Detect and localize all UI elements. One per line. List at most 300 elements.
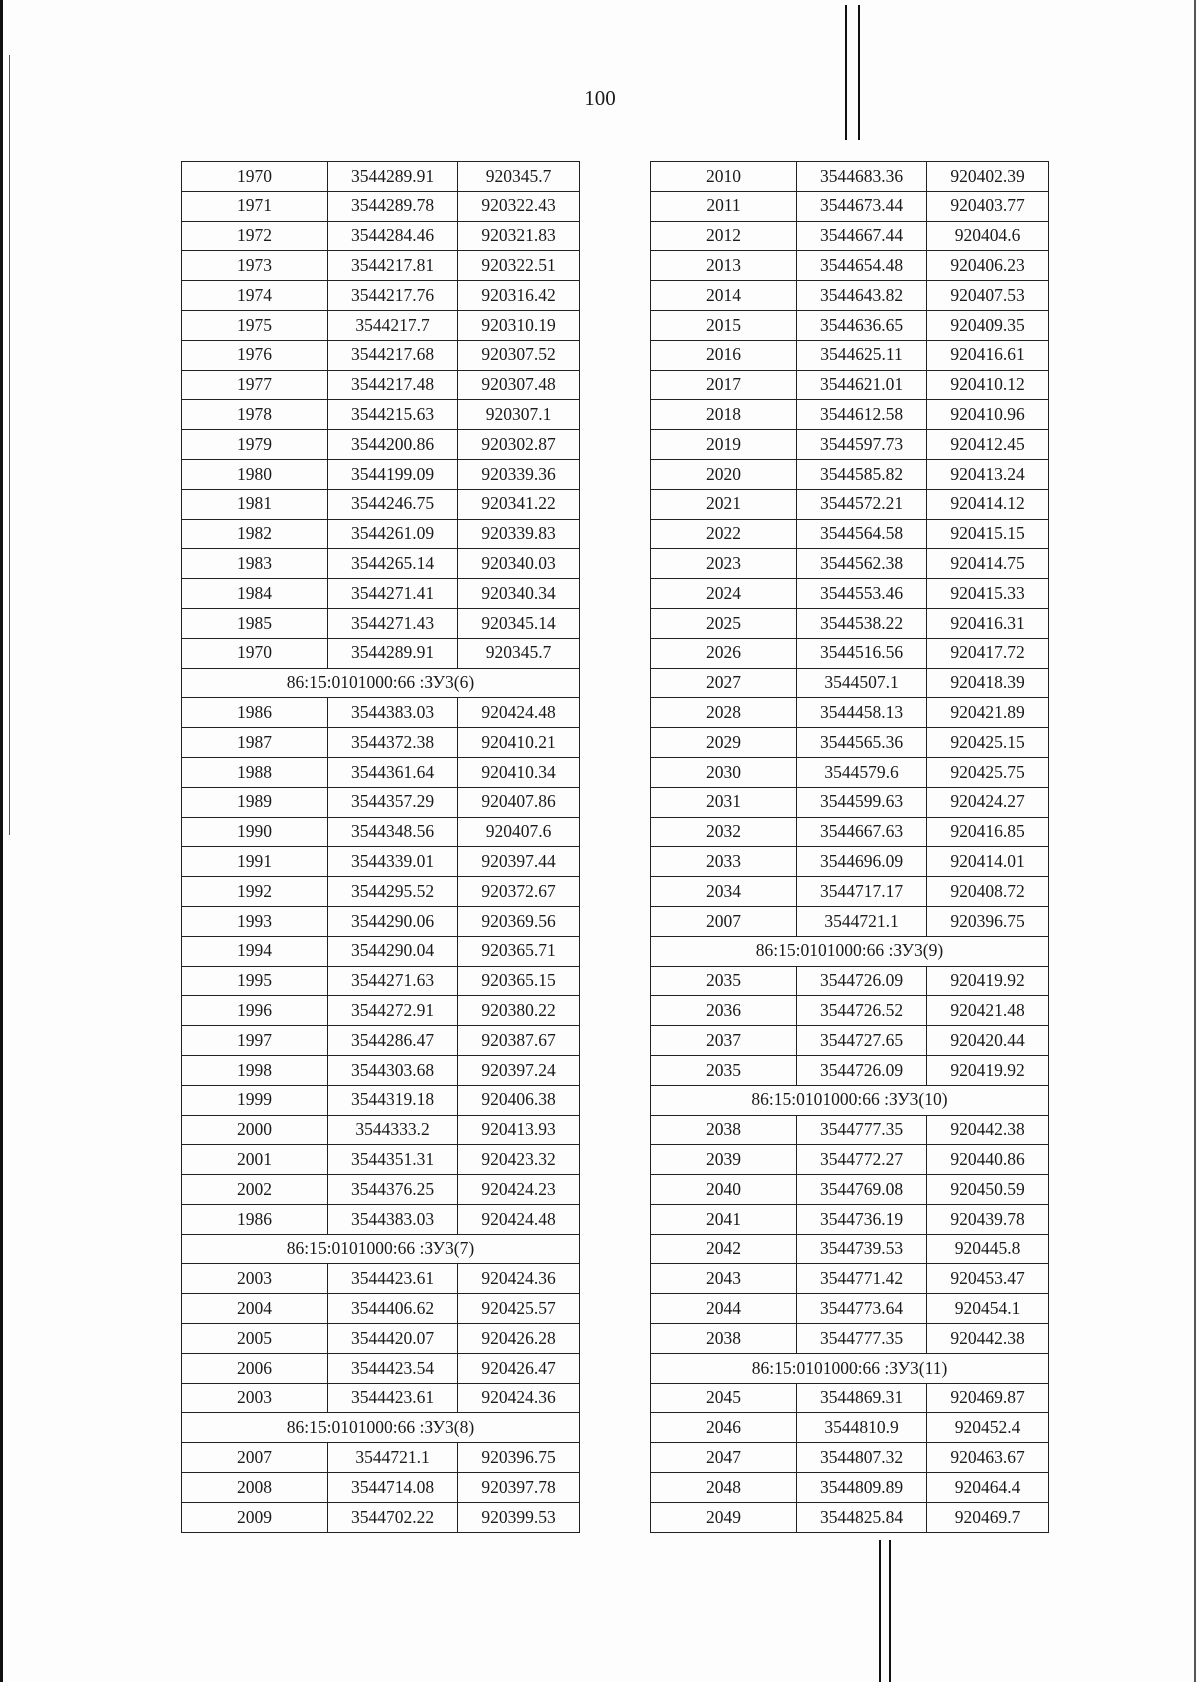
section-header-row [651,1353,1049,1383]
y-coordinate-cell: 920424.48 [458,1204,580,1234]
table-row [182,549,580,579]
x-coordinate-cell: 3544376.25 [328,1175,458,1205]
y-coordinate-cell: 920415.33 [927,579,1049,609]
point-number-cell: 1986 [182,698,328,728]
point-number-cell: 2013 [651,251,797,281]
table-row [182,162,580,192]
table-row [182,608,580,638]
x-coordinate-cell: 3544772.27 [797,1145,927,1175]
point-number-cell: 2022 [651,519,797,549]
table-row [651,1234,1049,1264]
table-row [182,221,580,251]
section-label: 86:15:0101000:66 :ЗУ3(11) [651,1353,1049,1383]
table-row [182,698,580,728]
y-coordinate-cell: 920407.53 [927,281,1049,311]
section-label: 86:15:0101000:66 :ЗУ3(6) [182,668,580,698]
x-coordinate-cell: 3544721.1 [328,1443,458,1473]
table-row [182,1175,580,1205]
point-number-cell: 2037 [651,1026,797,1056]
y-coordinate-cell: 920397.24 [458,1055,580,1085]
x-coordinate-cell: 3544333.2 [328,1115,458,1145]
table-row [651,1264,1049,1294]
table-row [651,668,1049,698]
point-number-cell: 2033 [651,847,797,877]
point-number-cell: 2014 [651,281,797,311]
point-number-cell: 1972 [182,221,328,251]
point-number-cell: 1970 [182,638,328,668]
point-number-cell: 1977 [182,370,328,400]
point-number-cell: 1985 [182,608,328,638]
y-coordinate-cell: 920442.38 [927,1324,1049,1354]
x-coordinate-cell: 3544612.58 [797,400,927,430]
point-number-cell: 2025 [651,608,797,638]
table-row [182,1055,580,1085]
y-coordinate-cell: 920424.48 [458,698,580,728]
table-row [651,1115,1049,1145]
scan-edge-left [0,0,3,1682]
table-row [651,728,1049,758]
x-coordinate-cell: 3544565.36 [797,728,927,758]
y-coordinate-cell: 920409.35 [927,310,1049,340]
point-number-cell: 2005 [182,1324,328,1354]
x-coordinate-cell: 3544289.91 [328,162,458,192]
y-coordinate-cell: 920415.15 [927,519,1049,549]
point-number-cell: 2000 [182,1115,328,1145]
x-coordinate-cell: 3544599.63 [797,787,927,817]
table-row [651,1175,1049,1205]
x-coordinate-cell: 3544217.7 [328,310,458,340]
x-coordinate-cell: 3544809.89 [797,1473,927,1503]
binding-mark-bottom-b [889,1540,891,1682]
section-header-row [182,1413,580,1443]
point-number-cell: 2040 [651,1175,797,1205]
point-number-cell: 2027 [651,668,797,698]
table-row [182,579,580,609]
table-row [651,877,1049,907]
x-coordinate-cell: 3544807.32 [797,1443,927,1473]
x-coordinate-cell: 3544199.09 [328,459,458,489]
point-number-cell: 1970 [182,162,328,192]
table-row [651,221,1049,251]
table-row [651,310,1049,340]
y-coordinate-cell: 920410.34 [458,757,580,787]
x-coordinate-cell: 3544721.1 [797,906,927,936]
point-number-cell: 1994 [182,936,328,966]
point-number-cell: 2008 [182,1473,328,1503]
x-coordinate-cell: 3544271.43 [328,608,458,638]
table-row [651,549,1049,579]
x-coordinate-cell: 3544272.91 [328,996,458,1026]
x-coordinate-cell: 3544667.44 [797,221,927,251]
table-row [182,1353,580,1383]
x-coordinate-cell: 3544271.41 [328,579,458,609]
x-coordinate-cell: 3544265.14 [328,549,458,579]
point-number-cell: 1987 [182,728,328,758]
point-number-cell: 1997 [182,1026,328,1056]
table-row [651,906,1049,936]
y-coordinate-cell: 920403.77 [927,191,1049,221]
table-row [182,1473,580,1503]
x-coordinate-cell: 3544553.46 [797,579,927,609]
table-row [182,966,580,996]
point-number-cell: 1986 [182,1204,328,1234]
y-coordinate-cell: 920454.1 [927,1294,1049,1324]
point-number-cell: 1971 [182,191,328,221]
table-row [651,162,1049,192]
point-number-cell: 2049 [651,1502,797,1532]
y-coordinate-cell: 920414.75 [927,549,1049,579]
y-coordinate-cell: 920339.83 [458,519,580,549]
y-coordinate-cell: 920442.38 [927,1115,1049,1145]
y-coordinate-cell: 920469.87 [927,1383,1049,1413]
y-coordinate-cell: 920425.75 [927,757,1049,787]
y-coordinate-cell: 920410.21 [458,728,580,758]
y-coordinate-cell: 920387.67 [458,1026,580,1056]
coordinate-table-right [650,161,1049,1533]
section-label: 86:15:0101000:66 :ЗУ3(10) [651,1085,1049,1115]
y-coordinate-cell: 920425.57 [458,1294,580,1324]
table-row [182,459,580,489]
table-row [182,1443,580,1473]
x-coordinate-cell: 3544289.91 [328,638,458,668]
table-row [651,489,1049,519]
x-coordinate-cell: 3544507.1 [797,668,927,698]
x-coordinate-cell: 3544383.03 [328,1204,458,1234]
table-row [651,1443,1049,1473]
y-coordinate-cell: 920365.71 [458,936,580,966]
table-row [182,1294,580,1324]
binding-mark-bottom-a [879,1540,881,1682]
table-row [651,1324,1049,1354]
table-row [651,459,1049,489]
table-row [651,340,1049,370]
x-coordinate-cell: 3544714.08 [328,1473,458,1503]
y-coordinate-cell: 920419.92 [927,1055,1049,1085]
point-number-cell: 2028 [651,698,797,728]
point-number-cell: 2043 [651,1264,797,1294]
x-coordinate-cell: 3544290.04 [328,936,458,966]
point-number-cell: 1976 [182,340,328,370]
x-coordinate-cell: 3544458.13 [797,698,927,728]
y-coordinate-cell: 920445.8 [927,1234,1049,1264]
x-coordinate-cell: 3544739.53 [797,1234,927,1264]
y-coordinate-cell: 920365.15 [458,966,580,996]
y-coordinate-cell: 920424.36 [458,1264,580,1294]
y-coordinate-cell: 920406.23 [927,251,1049,281]
x-coordinate-cell: 3544726.09 [797,966,927,996]
y-coordinate-cell: 920420.44 [927,1026,1049,1056]
table-row [182,1085,580,1115]
x-coordinate-cell: 3544869.31 [797,1383,927,1413]
table-row [182,310,580,340]
table-row [182,281,580,311]
x-coordinate-cell: 3544420.07 [328,1324,458,1354]
table-row [651,1502,1049,1532]
point-number-cell: 2009 [182,1502,328,1532]
y-coordinate-cell: 920424.27 [927,787,1049,817]
x-coordinate-cell: 3544825.84 [797,1502,927,1532]
section-header-row [651,936,1049,966]
point-number-cell: 2034 [651,877,797,907]
y-coordinate-cell: 920408.72 [927,877,1049,907]
point-number-cell: 1979 [182,430,328,460]
y-coordinate-cell: 920463.67 [927,1443,1049,1473]
x-coordinate-cell: 3544217.76 [328,281,458,311]
table-row [182,340,580,370]
x-coordinate-cell: 3544357.29 [328,787,458,817]
x-coordinate-cell: 3544286.47 [328,1026,458,1056]
scan-edge-right [1194,0,1196,1682]
y-coordinate-cell: 920423.32 [458,1145,580,1175]
point-number-cell: 1993 [182,906,328,936]
point-number-cell: 1991 [182,847,328,877]
x-coordinate-cell: 3544383.03 [328,698,458,728]
x-coordinate-cell: 3544773.64 [797,1294,927,1324]
y-coordinate-cell: 920340.03 [458,549,580,579]
table-row [182,519,580,549]
x-coordinate-cell: 3544261.09 [328,519,458,549]
x-coordinate-cell: 3544625.11 [797,340,927,370]
x-coordinate-cell: 3544696.09 [797,847,927,877]
table-row [651,1026,1049,1056]
point-number-cell: 2017 [651,370,797,400]
x-coordinate-cell: 3544654.48 [797,251,927,281]
point-number-cell: 1982 [182,519,328,549]
point-number-cell: 2041 [651,1204,797,1234]
x-coordinate-cell: 3544736.19 [797,1204,927,1234]
point-number-cell: 2030 [651,757,797,787]
y-coordinate-cell: 920452.4 [927,1413,1049,1443]
coordinate-table-right-body [651,162,1049,1533]
point-number-cell: 2007 [651,906,797,936]
table-row [651,1055,1049,1085]
point-number-cell: 1992 [182,877,328,907]
point-number-cell: 1988 [182,757,328,787]
point-number-cell: 1984 [182,579,328,609]
point-number-cell: 1978 [182,400,328,430]
y-coordinate-cell: 920322.51 [458,251,580,281]
point-number-cell: 2010 [651,162,797,192]
y-coordinate-cell: 920421.48 [927,996,1049,1026]
point-number-cell: 2044 [651,1294,797,1324]
table-row [182,1264,580,1294]
y-coordinate-cell: 920416.85 [927,817,1049,847]
x-coordinate-cell: 3544727.65 [797,1026,927,1056]
x-coordinate-cell: 3544406.62 [328,1294,458,1324]
table-row [182,1026,580,1056]
y-coordinate-cell: 920369.56 [458,906,580,936]
table-row [651,1145,1049,1175]
y-coordinate-cell: 920424.23 [458,1175,580,1205]
table-row [651,251,1049,281]
point-number-cell: 1989 [182,787,328,817]
table-row [182,817,580,847]
point-number-cell: 2016 [651,340,797,370]
y-coordinate-cell: 920402.39 [927,162,1049,192]
point-number-cell: 2031 [651,787,797,817]
x-coordinate-cell: 3544683.36 [797,162,927,192]
point-number-cell: 2020 [651,459,797,489]
y-coordinate-cell: 920421.89 [927,698,1049,728]
point-number-cell: 2047 [651,1443,797,1473]
coordinate-table-left-body [182,162,580,1533]
x-coordinate-cell: 3544702.22 [328,1502,458,1532]
point-number-cell: 2021 [651,489,797,519]
point-number-cell: 2035 [651,966,797,996]
x-coordinate-cell: 3544636.65 [797,310,927,340]
table-row [651,1204,1049,1234]
x-coordinate-cell: 3544585.82 [797,459,927,489]
y-coordinate-cell: 920345.14 [458,608,580,638]
x-coordinate-cell: 3544290.06 [328,906,458,936]
y-coordinate-cell: 920412.45 [927,430,1049,460]
table-row [651,847,1049,877]
y-coordinate-cell: 920414.01 [927,847,1049,877]
x-coordinate-cell: 3544771.42 [797,1264,927,1294]
table-row [182,1204,580,1234]
table-row [651,1473,1049,1503]
table-row [182,489,580,519]
table-row [651,966,1049,996]
table-row [182,847,580,877]
point-number-cell: 2046 [651,1413,797,1443]
point-number-cell: 2036 [651,996,797,1026]
point-number-cell: 2019 [651,430,797,460]
x-coordinate-cell: 3544777.35 [797,1324,927,1354]
x-coordinate-cell: 3544726.52 [797,996,927,1026]
x-coordinate-cell: 3544200.86 [328,430,458,460]
y-coordinate-cell: 920416.31 [927,608,1049,638]
table-row [651,430,1049,460]
section-label: 86:15:0101000:66 :ЗУ3(8) [182,1413,580,1443]
table-row [651,281,1049,311]
point-number-cell: 1999 [182,1085,328,1115]
table-row [182,1324,580,1354]
x-coordinate-cell: 3544284.46 [328,221,458,251]
table-row [182,936,580,966]
table-row [651,638,1049,668]
table-row [651,698,1049,728]
x-coordinate-cell: 3544579.6 [797,757,927,787]
y-coordinate-cell: 920321.83 [458,221,580,251]
y-coordinate-cell: 920413.93 [458,1115,580,1145]
section-header-row [651,1085,1049,1115]
point-number-cell: 2001 [182,1145,328,1175]
point-number-cell: 1996 [182,996,328,1026]
point-number-cell: 2003 [182,1264,328,1294]
point-number-cell: 2018 [651,400,797,430]
table-row [651,996,1049,1026]
table-row [182,1115,580,1145]
y-coordinate-cell: 920302.87 [458,430,580,460]
table-row [182,787,580,817]
table-row [651,1383,1049,1413]
y-coordinate-cell: 920397.44 [458,847,580,877]
point-number-cell: 1998 [182,1055,328,1085]
y-coordinate-cell: 920372.67 [458,877,580,907]
y-coordinate-cell: 920397.78 [458,1473,580,1503]
table-row [182,728,580,758]
y-coordinate-cell: 920414.12 [927,489,1049,519]
x-coordinate-cell: 3544726.09 [797,1055,927,1085]
point-number-cell: 2002 [182,1175,328,1205]
table-row [182,1502,580,1532]
table-row [651,400,1049,430]
table-row [182,400,580,430]
table-row [651,817,1049,847]
y-coordinate-cell: 920410.96 [927,400,1049,430]
table-row [651,608,1049,638]
table-row [651,579,1049,609]
section-label: 86:15:0101000:66 :ЗУ3(7) [182,1234,580,1264]
point-number-cell: 2007 [182,1443,328,1473]
point-number-cell: 1981 [182,489,328,519]
point-number-cell: 1974 [182,281,328,311]
y-coordinate-cell: 920310.19 [458,310,580,340]
y-coordinate-cell: 920426.28 [458,1324,580,1354]
y-coordinate-cell: 920425.15 [927,728,1049,758]
table-row [651,519,1049,549]
table-row [182,906,580,936]
binding-mark-top-b [858,5,860,140]
table-row [182,191,580,221]
point-number-cell: 2011 [651,191,797,221]
y-coordinate-cell: 920464.4 [927,1473,1049,1503]
y-coordinate-cell: 920413.24 [927,459,1049,489]
point-number-cell: 2038 [651,1115,797,1145]
point-number-cell: 2042 [651,1234,797,1264]
table-row [182,757,580,787]
scan-edge-left-thin [9,55,10,835]
y-coordinate-cell: 920406.38 [458,1085,580,1115]
x-coordinate-cell: 3544271.63 [328,966,458,996]
y-coordinate-cell: 920407.86 [458,787,580,817]
x-coordinate-cell: 3544361.64 [328,757,458,787]
x-coordinate-cell: 3544423.54 [328,1353,458,1383]
table-row [651,370,1049,400]
table-row [182,638,580,668]
point-number-cell: 2003 [182,1383,328,1413]
x-coordinate-cell: 3544810.9 [797,1413,927,1443]
point-number-cell: 2038 [651,1324,797,1354]
x-coordinate-cell: 3544769.08 [797,1175,927,1205]
y-coordinate-cell: 920341.22 [458,489,580,519]
point-number-cell: 2045 [651,1383,797,1413]
point-number-cell: 1980 [182,459,328,489]
y-coordinate-cell: 920440.86 [927,1145,1049,1175]
y-coordinate-cell: 920399.53 [458,1502,580,1532]
y-coordinate-cell: 920345.7 [458,638,580,668]
section-label: 86:15:0101000:66 :ЗУ3(9) [651,936,1049,966]
y-coordinate-cell: 920404.6 [927,221,1049,251]
point-number-cell: 2039 [651,1145,797,1175]
point-number-cell: 1973 [182,251,328,281]
section-header-row [182,1234,580,1264]
point-number-cell: 2032 [651,817,797,847]
x-coordinate-cell: 3544303.68 [328,1055,458,1085]
x-coordinate-cell: 3544217.68 [328,340,458,370]
x-coordinate-cell: 3544423.61 [328,1383,458,1413]
y-coordinate-cell: 920307.48 [458,370,580,400]
point-number-cell: 1983 [182,549,328,579]
y-coordinate-cell: 920307.1 [458,400,580,430]
x-coordinate-cell: 3544516.56 [797,638,927,668]
x-coordinate-cell: 3544215.63 [328,400,458,430]
x-coordinate-cell: 3544339.01 [328,847,458,877]
x-coordinate-cell: 3544217.48 [328,370,458,400]
x-coordinate-cell: 3544423.61 [328,1264,458,1294]
point-number-cell: 1995 [182,966,328,996]
